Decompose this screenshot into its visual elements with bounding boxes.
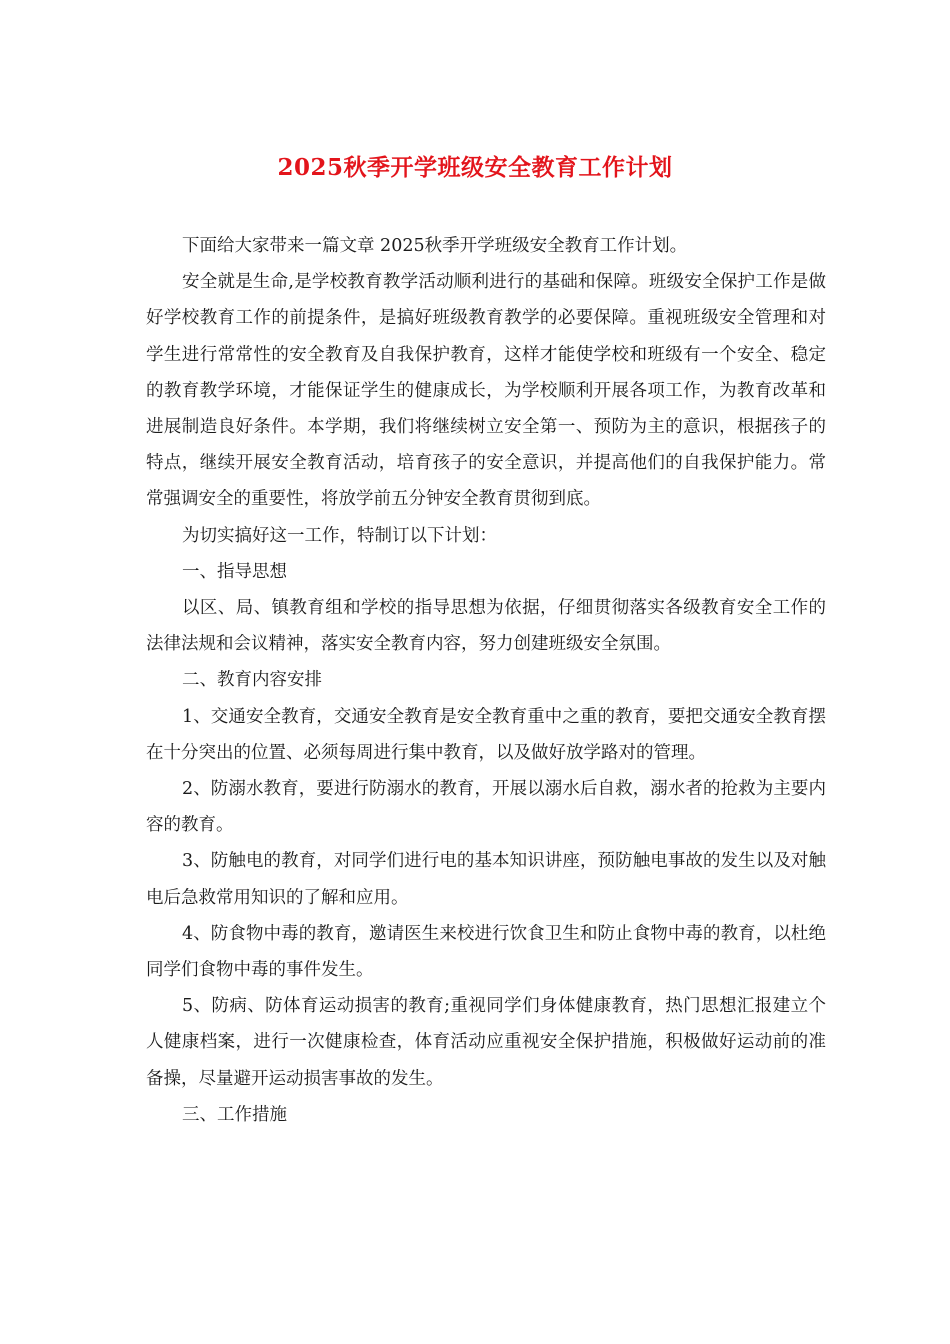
paragraph-electric-shock: 3、防触电的教育，对同学们进行电的基本知识讲座，预防触电事故的发生以及对触电后急救常用知识的了解和应用。 xyxy=(146,851,826,908)
section-heading-guiding-thought: 一、指导思想 xyxy=(182,561,287,582)
paragraph-guiding-thought: 以区、局、镇教育组和学校的指导思想为依据，仔细贯彻落实各级教育安全工作的法律法规和会议精神，落实安全教育内容，努力创建班级安全氛围。 xyxy=(146,598,826,655)
document-title: 2025秋季开学班级安全教育工作计划 xyxy=(277,154,673,181)
paragraph-traffic-safety: 1、交通安全教育，交通安全教育是安全教育重中之重的教育，要把交通安全教育摆在十分突出的位置、必须每周进行集中教育，以及做好放学路对的管理。 xyxy=(146,706,826,763)
paragraph-safety-is-life: 安全就是生命,是学校教育教学活动顺利进行的基础和保障。班级安全保护工作是做好学校教育工作的前提条件，是搞好班级教育教学的必要保障。重视班级安全管理和对学生进行常常性的安全教育及自我保护教育，这样才能使学校和班级有一个安全、稳定的教育教学环境，才能保证学生的健康成长，为学校顺利开展各项工作，为教育改革和进展制造良好条件。本学期，我们将继续树立安全第一、预防为主的意识，根据孩子的特点，继续开展安全教育活动，培育孩子的安全意识，并提高他们的自我保护能力。常常强调安全的重要性，将放学前五分钟安全教育贯彻到底。 xyxy=(146,272,826,510)
paragraph-sports-injury: 5、防病、防体育运动损害的教育;重视同学们身体健康教育，热门思想汇报建立个人健康档案，进行一次健康检查，体育活动应重视安全保护措施，积极做好运动前的准备操，尽量避开运动损害事故的发生。 xyxy=(146,996,826,1089)
paragraph-drowning-prevention: 2、防溺水教育，要进行防溺水的教育，开展以溺水后自救，溺水者的抢救为主要内容的教育。 xyxy=(146,779,826,836)
section-heading-work-measures: 三、工作措施 xyxy=(182,1104,287,1125)
paragraph-food-poisoning: 4、防食物中毒的教育，邀请医生来校进行饮食卫生和防止食物中毒的教育，以杜绝同学们食物中毒的事件发生。 xyxy=(146,923,826,981)
section-heading-education-content: 二、教育内容安排 xyxy=(182,670,322,691)
paragraph-intro: 下面给大家带来一篇文章 2025秋季开学班级安全教育工作计划。 xyxy=(182,236,688,256)
paragraph-plan-intro: 为切实搞好这一工作，特制订以下计划： xyxy=(182,525,497,546)
document-body xyxy=(146,228,826,1133)
